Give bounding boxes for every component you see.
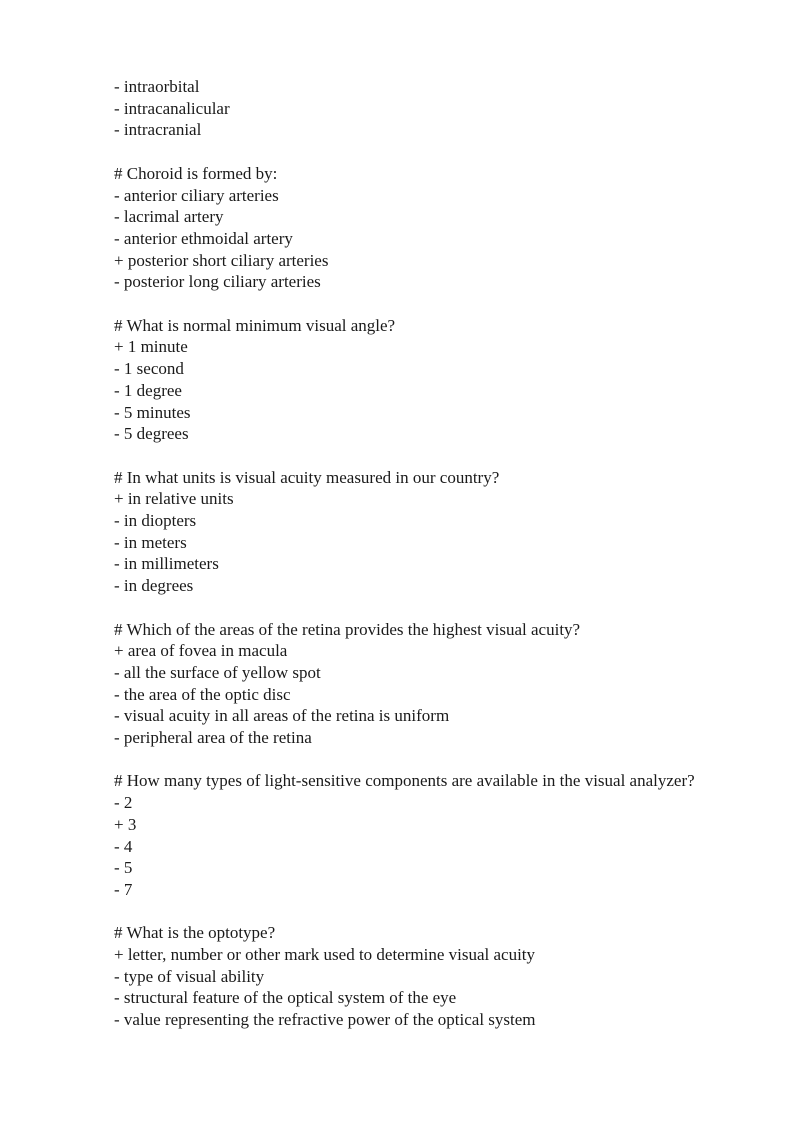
option-line: - value representing the refractive power of the optical system (114, 1010, 536, 1030)
question-block (114, 770, 714, 900)
intro-options-list (114, 76, 714, 141)
question-block (114, 467, 714, 597)
blank-line (114, 445, 714, 467)
option-line: - visual acuity in all areas of the retina is uniform (114, 706, 450, 726)
question-text: # What is the optotype? (114, 923, 276, 943)
question-text: # What is normal minimum visual angle? (114, 315, 396, 335)
option-line: + 1 minute (114, 337, 188, 357)
option-line: - all the surface of yellow spot (114, 662, 321, 682)
option-line: - posterior long ciliary arteries (114, 272, 321, 292)
option-line: - intracranial (114, 120, 202, 140)
option-line: + area of fovea in macula (114, 641, 288, 661)
option-line: - in diopters (114, 511, 197, 531)
question-block (114, 315, 714, 445)
question-text: # How many types of light-sensitive components are available in the visual analyzer? (114, 771, 695, 791)
question-block (114, 619, 714, 749)
option-line: - 1 degree (114, 380, 182, 400)
option-line: - in millimeters (114, 554, 219, 574)
question-block (114, 922, 714, 1031)
option-line: - 5 degrees (114, 424, 189, 444)
option-line: + in relative units (114, 489, 234, 509)
question-text: # In what units is visual acuity measured in our country? (114, 467, 500, 487)
option-line: - 2 (114, 793, 133, 813)
option-line: - anterior ciliary arteries (114, 185, 279, 205)
blank-line (114, 901, 714, 923)
document-page (114, 76, 714, 1031)
option-line: + posterior short ciliary arteries (114, 250, 329, 270)
option-line: - 1 second (114, 359, 184, 379)
blank-line (114, 749, 714, 771)
option-line: + letter, number or other mark used to determine visual acuity (114, 945, 536, 965)
option-line: - the area of the optic disc (114, 684, 291, 704)
option-line: + 3 (114, 814, 137, 834)
option-line: - intraorbital (114, 77, 200, 96)
option-line: - intracanalicular (114, 98, 230, 118)
option-line: - 5 (114, 858, 133, 878)
blank-line (114, 141, 714, 163)
option-line: - 4 (114, 836, 133, 856)
option-line: - type of visual ability (114, 966, 265, 986)
blank-line (114, 597, 714, 619)
option-line: - peripheral area of the retina (114, 728, 312, 748)
option-line: - structural feature of the optical system of the eye (114, 988, 457, 1008)
question-text: # Choroid is formed by: (114, 163, 278, 183)
option-line: - lacrimal artery (114, 207, 224, 227)
option-line: - anterior ethmoidal artery (114, 228, 293, 248)
question-block (114, 163, 714, 293)
option-line: - in degrees (114, 576, 194, 596)
option-line: - 5 minutes (114, 402, 191, 422)
blank-line (114, 293, 714, 315)
option-line: - 7 (114, 879, 133, 899)
question-text: # Which of the areas of the retina provides the highest visual acuity? (114, 619, 581, 639)
option-line: - in meters (114, 532, 187, 552)
